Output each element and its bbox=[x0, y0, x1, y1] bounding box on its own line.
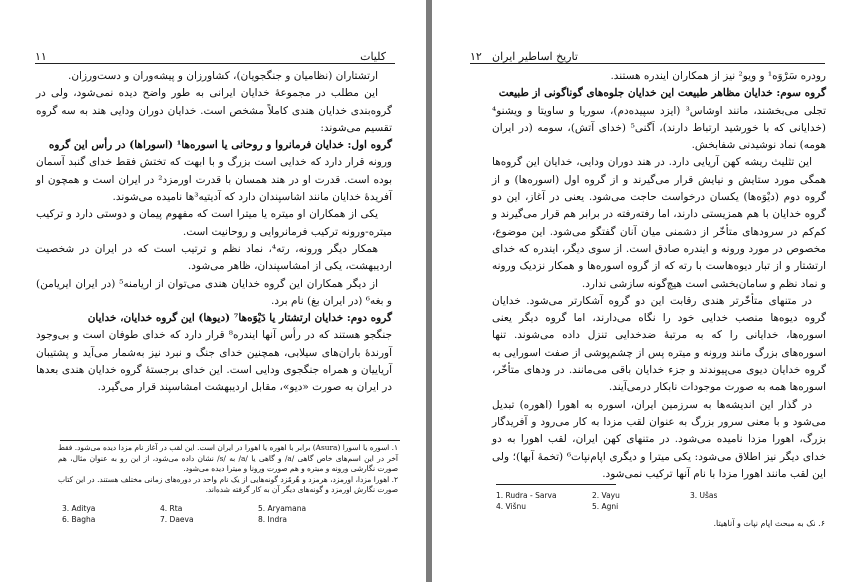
paragraph: ورونه قرار دارد که خدایی است بزرگ و با ابهت که تختش فقط خدای گنبد آسمان بوده است. قدرت او در هند همسان با قدرت اورمزد² در ایران است و همچون او آفریدهٔ خدایان مانند اشاسپندان دارد که آدیتیه³ها نامیده می‌شوند. bbox=[36, 156, 392, 204]
paragraph: این تثلیث ریشه کهن آریایی دارد. در هند دوران ودایی، خدایان این گروه‌ها همگی مورد ستایش و نیایش قرار می‌گیرند و از گروه اول (اسوره‌ها) و از گروه دوم (دیْوَه‌ها) یکسان درخواست حاجت می‌شود. یعنی در آغاز، این دو گروه خدایان با هم همزیستی دارند، اما رفته‌رفته در برابر هم قرار می‌گیرند و کم‌کم در سرودهای متأخّر از دشمنی میان آنان گفتگو می‌شود. این موضوع، مخصوص در مورد ورونه و ایندره صادق است. از سوی دیگر، ایندره که خدای ارتشتار و از تبار دیوه‌هاست با رته که از گروه اسوره‌ها و همکار نزدیک ورونه و نماد نظم و سامان‌بخشی است هیچ‌گونه سازشی ندارد. bbox=[492, 156, 826, 290]
right-page bbox=[432, 0, 859, 582]
paragraph: تجلی می‌بخشند، مانند اوشاس³ (ایزد سپیده‌دم)، سوریا و ساویتا و ویشنو⁴ (خدایانی که با خورشید ارتباط دارند)، اَگنی⁵ (خدای آتش)، سومه (در ایران هومه) نماد نوشیدنی شفابخش. bbox=[492, 104, 826, 152]
running-head: کلیات bbox=[360, 50, 386, 63]
footnote-reference: 3. Aditya bbox=[62, 504, 96, 513]
paragraph: همکار دیگر ورونه، رته⁴، نماد نظم و ترتیب است که در ایران در شخصیت اردیبهشت، یکی از امشاسپندان، ظاهر می‌شود. bbox=[36, 242, 392, 273]
footnote-reference: 6. Bagha bbox=[62, 515, 96, 524]
paragraph: این مطلب در مجموعهٔ خدایان ایرانی به طور واضح دیده نمی‌شود، ولی در گروه‌بندی خدایان هندی کاملاً مشخص است. خدایان دوران ودایی هند به سه گروه تقسیم می‌شوند: bbox=[36, 87, 392, 134]
footnote-references bbox=[62, 503, 388, 525]
footnote-reference: 5. Aryamana bbox=[258, 504, 307, 513]
header-rule bbox=[35, 63, 395, 64]
paragraph: یکی از همکاران او میتره یا میترا است که مفهوم پیمان و دوستی دارد و ترکیب میتره-ورونه ترکیب فرمانروایی و روحانیت است. bbox=[36, 208, 392, 238]
left-page bbox=[0, 0, 426, 582]
footnote: ۲. اهورا مزدا، اورمزد، هرمزد و هُرمُزد گونه‌هایی از یک نام واحد در دوره‌های زمانی مختلف هستند. در این کتاب صورت نگارش اورمزد و گونه‌های دیگر آن به کار گرفته شده‌اند. bbox=[58, 474, 398, 495]
footnote-reference: 5. Agni bbox=[592, 502, 619, 511]
header-rule bbox=[470, 63, 825, 64]
footnote: ۱. اسوره یا اسورا (Asura) برابر با اهوره یا اهورا در ایران است. این لقب در آغاز نام مزدا دیده می‌شود. فقط آخر در این اسم‌های خاص گاهی /a/ و گاهی یا /a/ به /s/ نشان داده می‌شود، از این رو به عنوان مثال، هم صورت نگارشی ورونه و میتره و هم صورت ورونا و میترا دیده می‌شود. bbox=[58, 443, 399, 474]
footnote-6: ۶. نک به مبحث اپام نپات و آناهیتا. bbox=[713, 519, 825, 528]
footnote-reference: 1. Rudra - Sarva bbox=[496, 491, 557, 500]
footnote-reference: 2. Vayu bbox=[592, 491, 620, 500]
section-heading: گروه اول: خدایان فرمانروا و روحانی یا اسوره‌ها¹ (اسوراها) در رأس این گروه bbox=[48, 139, 392, 152]
running-head: تاریخ اساطیر ایران bbox=[492, 50, 578, 63]
body-text bbox=[36, 68, 392, 397]
paragraph: در گذار این اندیشه‌ها به سرزمین ایران، اسوره به اهورا (اهوره) تبدیل می‌شود و با معنی سرور بزرگ به عنوان لقب مزدا به کار می‌رود و آفریدگار بزرگ، اهورا مزدا نامیده می‌شود. در متنهای کهن ایران، لقب اهورا به دو خدای دیگر نیز اطلاق می‌شود: یکی میترا و دیگری اپام‌نپات⁶ (تخمهٔ آبها)؛ ولی این لقب مانند اهورا مزدا با نام آنها ترکیب نمی‌شود. bbox=[492, 398, 827, 480]
page-number: ۱۲ bbox=[470, 50, 482, 63]
footnote-references bbox=[496, 490, 790, 512]
body-text bbox=[492, 68, 826, 483]
footnote-rule bbox=[60, 440, 400, 441]
footnote-reference: 8. Indra bbox=[258, 515, 287, 524]
section-heading: گروه سوم: خدایان مظاهر طبیعت این خدایان جلوه‌های گوناگونی از طبیعت bbox=[498, 87, 826, 100]
footnote-reference: 3. Ušas bbox=[690, 491, 718, 500]
section-heading: گروه دوم: خدایان ارتشتار یا دَیْوَه‌ها⁷ (دیوها) این گروه خدایان، خدایان bbox=[87, 312, 392, 325]
footnote-reference: 4. Rta bbox=[160, 504, 183, 513]
paragraph: از دیگر همکاران این گروه خدایان هندی می‌توان از اریامنه⁵ (در ایران ایریامن) و بغه⁶ (در ایران بغ) نام برد. bbox=[36, 277, 392, 307]
footnotes bbox=[58, 443, 398, 496]
paragraph: رودره سَرْوَه¹ و ویو² نیز از همکاران ایندره هستند. bbox=[610, 70, 826, 82]
footnote-reference: 4. Višnu bbox=[496, 502, 527, 511]
footnote-reference: 7. Daeva bbox=[160, 515, 194, 524]
page-number: ۱۱ bbox=[35, 50, 47, 63]
footnote-rule bbox=[496, 484, 616, 485]
paragraph: ارتشتاران (نظامیان و جنگجویان)، کشاورزان و پیشه‌وران و دست‌ورزان. bbox=[68, 70, 378, 82]
paragraph: جنگجو هستند که در رأس آنها ایندره⁸ قرار دارد که خدای طوفان است و بی‌وجود آورندهٔ باران‌های سیلابی، همچنین خدای جنگ و نبرد نیز به‌شمار می‌آید و پشتیبان آریاییان و همراه جنگجوی ودایی است. این خدای برجستهٔ گروه خدایان هندی بعدها در ایران به صورت «دیو»، مقابل اردیبهشت امشاسپند قرار می‌گیرد. bbox=[36, 329, 392, 394]
paragraph: در متنهای متأخّرتر هندی رقابت این دو گروه آشکارتر می‌شود. خدایان گروه دیوه‌ها منصب خدایی خود را نگاه می‌دارند، اما گروه دیگر یعنی اسوره‌ها، خدایانی را که به مرتبهٔ ضدخدایی تنزل داده می‌شوند. تنها اسوره‌های بزرگ مانند ورونه و میتره پس از چشم‌پوشی از صفت اسورایی به گروه خدایان دیوی می‌پیوندند و جزء خدایان باقی می‌مانند. در ودهای متأخّر، اسوره‌ها همه به صورت موجودات نابکار درمی‌آیند. bbox=[492, 294, 826, 394]
